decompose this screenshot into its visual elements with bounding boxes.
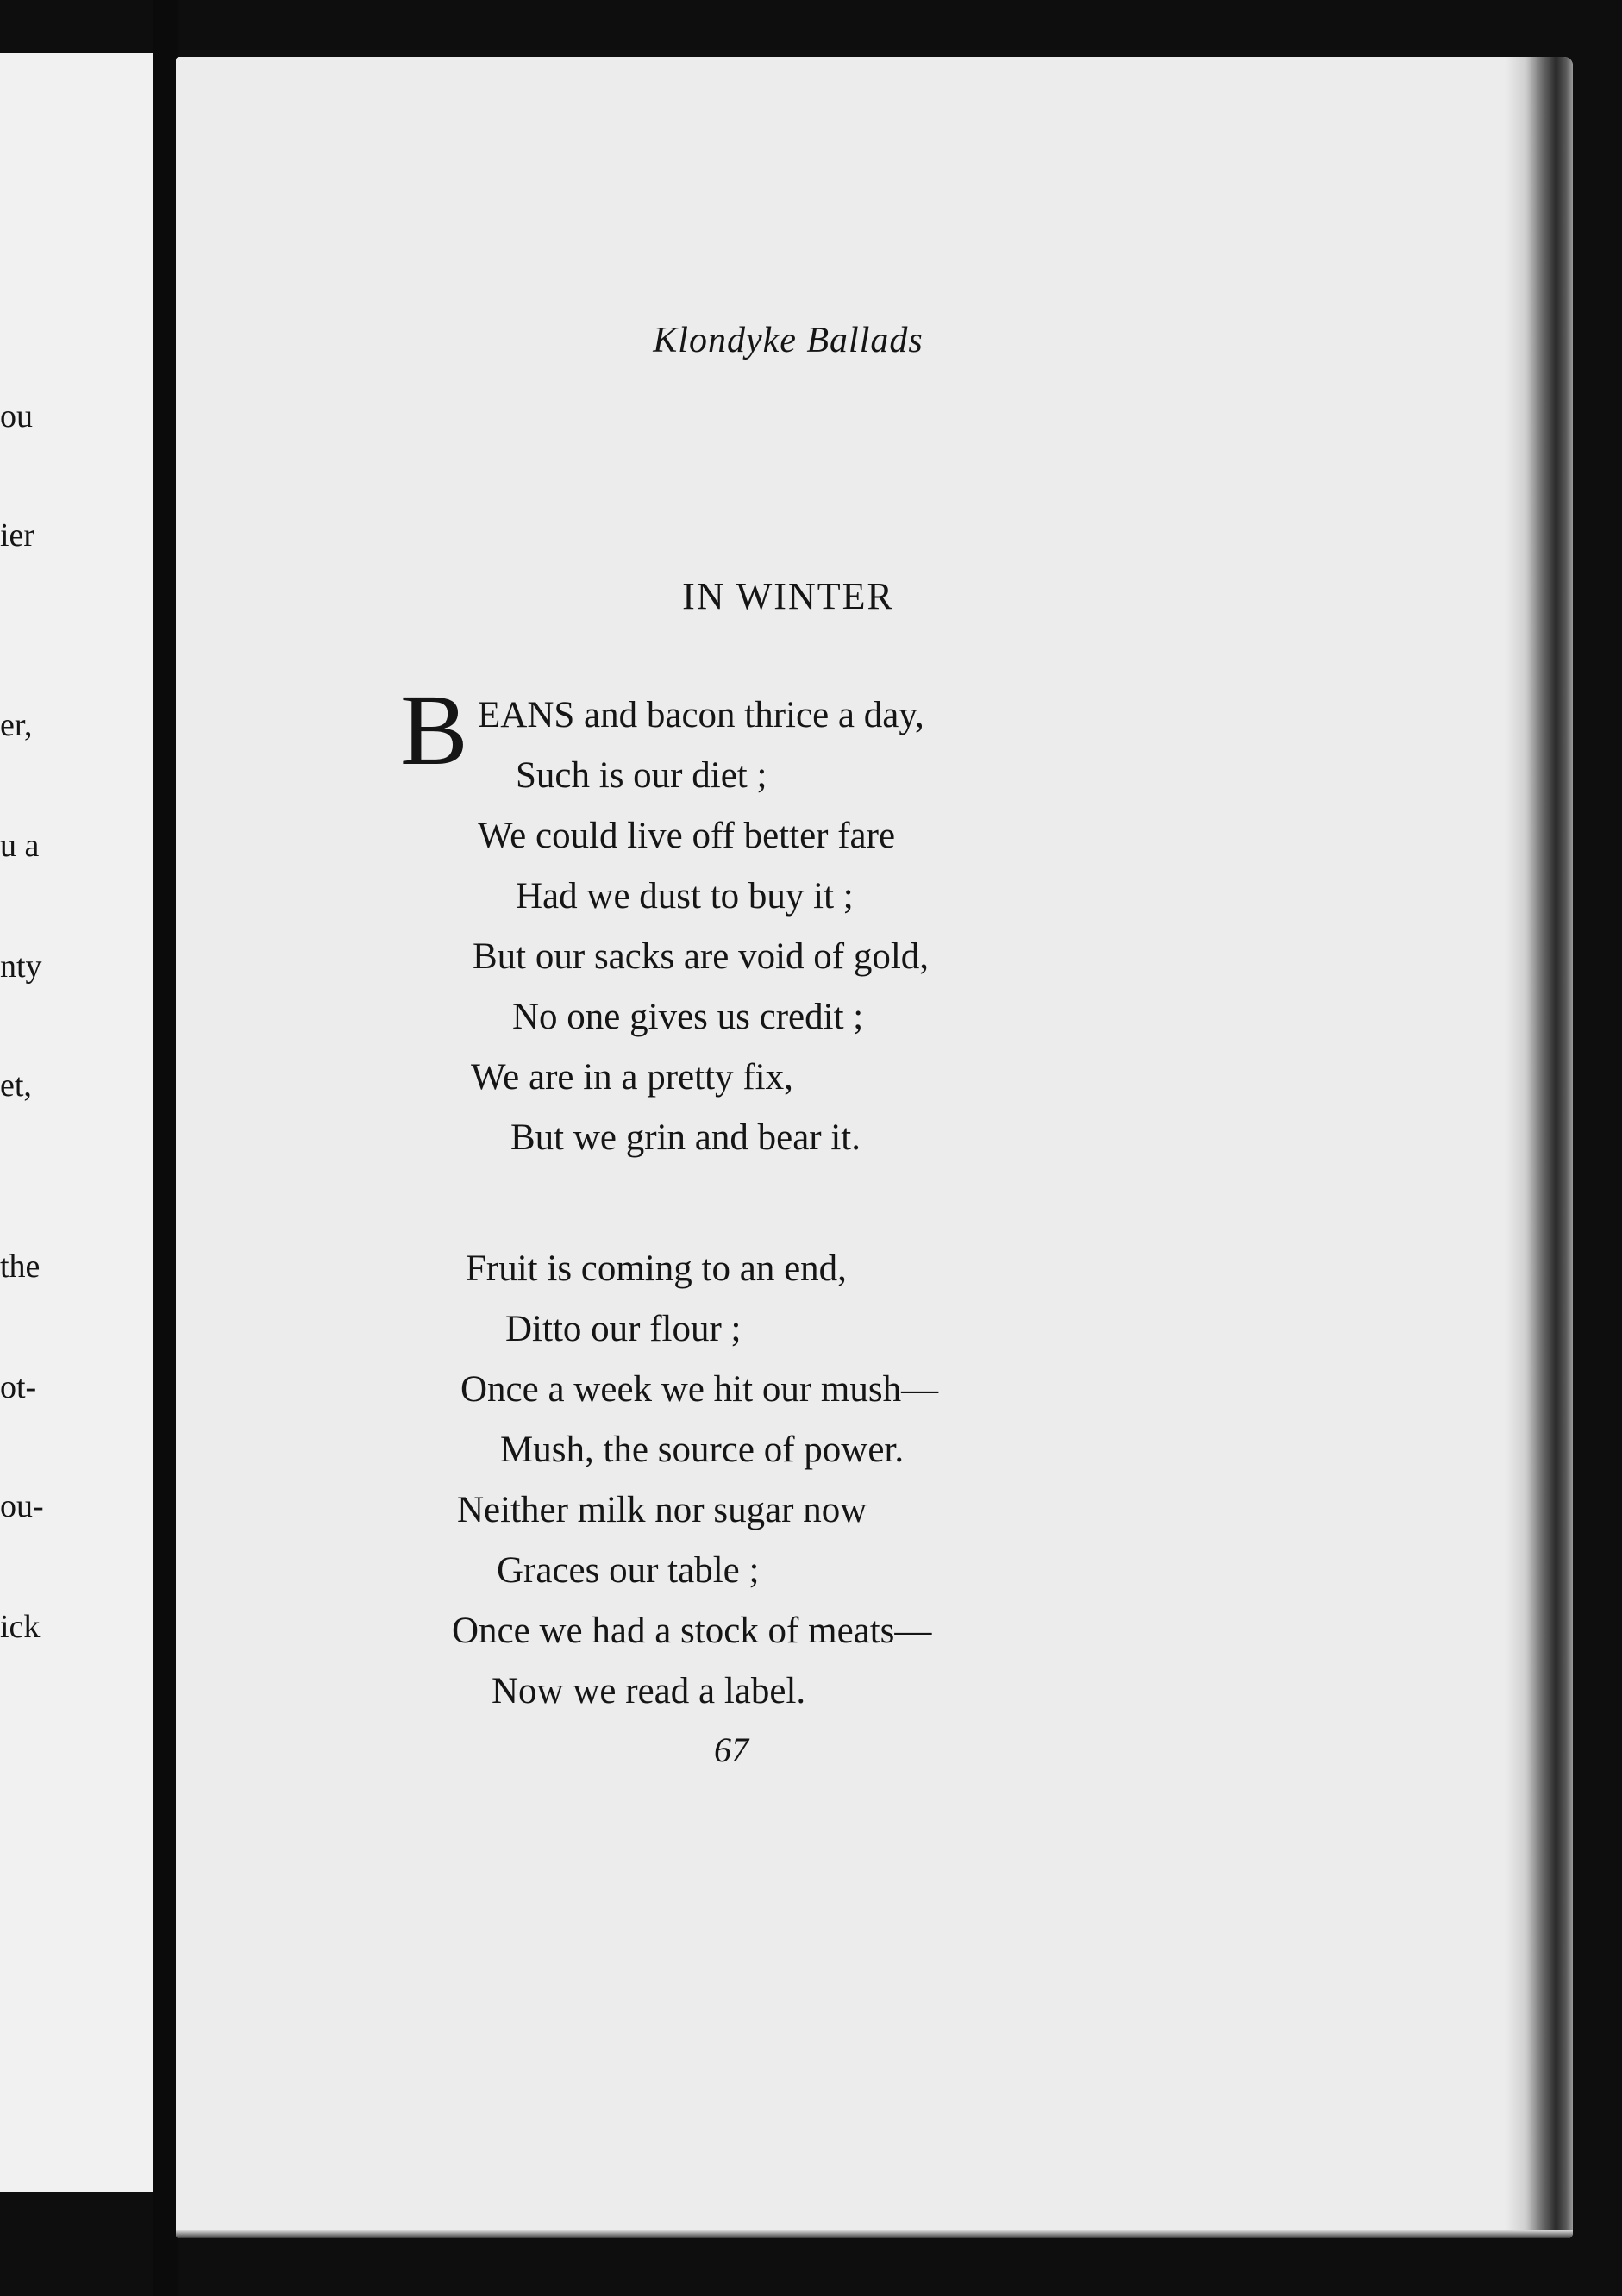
poem-line: Once a week we hit our mush— (460, 1369, 939, 1410)
poem-line: Mush, the source of power. (500, 1430, 905, 1470)
poem-line: Graces our table ; (497, 1550, 760, 1591)
poem-line: We could live off better fare (478, 816, 896, 856)
previous-page-fragment: u a (0, 828, 40, 864)
poem-title: IN WINTER (682, 575, 894, 617)
previous-page-fragment: ot- (0, 1369, 37, 1405)
previous-page-fragment: ou (0, 398, 33, 435)
poem-line: But our sacks are void of gold, (473, 936, 930, 977)
previous-page-fragment: the (0, 1248, 41, 1285)
poem-line: Had we dust to buy it ; (516, 876, 854, 917)
book-page (176, 57, 1573, 2238)
poem-line: Once we had a stock of meats— (452, 1611, 932, 1651)
poem-line: EANS and bacon thrice a day, (478, 695, 924, 735)
running-head: Klondyke Ballads (653, 321, 924, 360)
poem-line: Such is our diet ; (516, 755, 767, 796)
drop-cap: B (400, 673, 468, 786)
previous-page-fragment: ou- (0, 1488, 44, 1524)
poem-line: Ditto our flour ; (505, 1309, 742, 1349)
previous-page-fragment: ier (0, 517, 35, 554)
page-edge (1506, 57, 1573, 2238)
poem-line: But we grin and bear it. (510, 1117, 861, 1158)
page-bottom-edge (176, 2230, 1573, 2238)
poem-line: Fruit is coming to an end, (466, 1248, 847, 1289)
book-gutter (153, 0, 178, 2296)
page-number: 67 (714, 1730, 748, 1769)
poem-line: Neither milk nor sugar now (457, 1490, 867, 1530)
previous-page-fragment: ick (0, 1609, 41, 1645)
poem-line: No one gives us credit ; (512, 997, 864, 1037)
previous-page-fragment: nty (0, 948, 42, 985)
poem-line: We are in a pretty fix, (471, 1057, 793, 1098)
previous-page (0, 53, 156, 2192)
previous-page-fragment: er, (0, 707, 33, 743)
previous-page-fragment: et, (0, 1067, 32, 1104)
poem-line: Now we read a label. (492, 1671, 806, 1711)
